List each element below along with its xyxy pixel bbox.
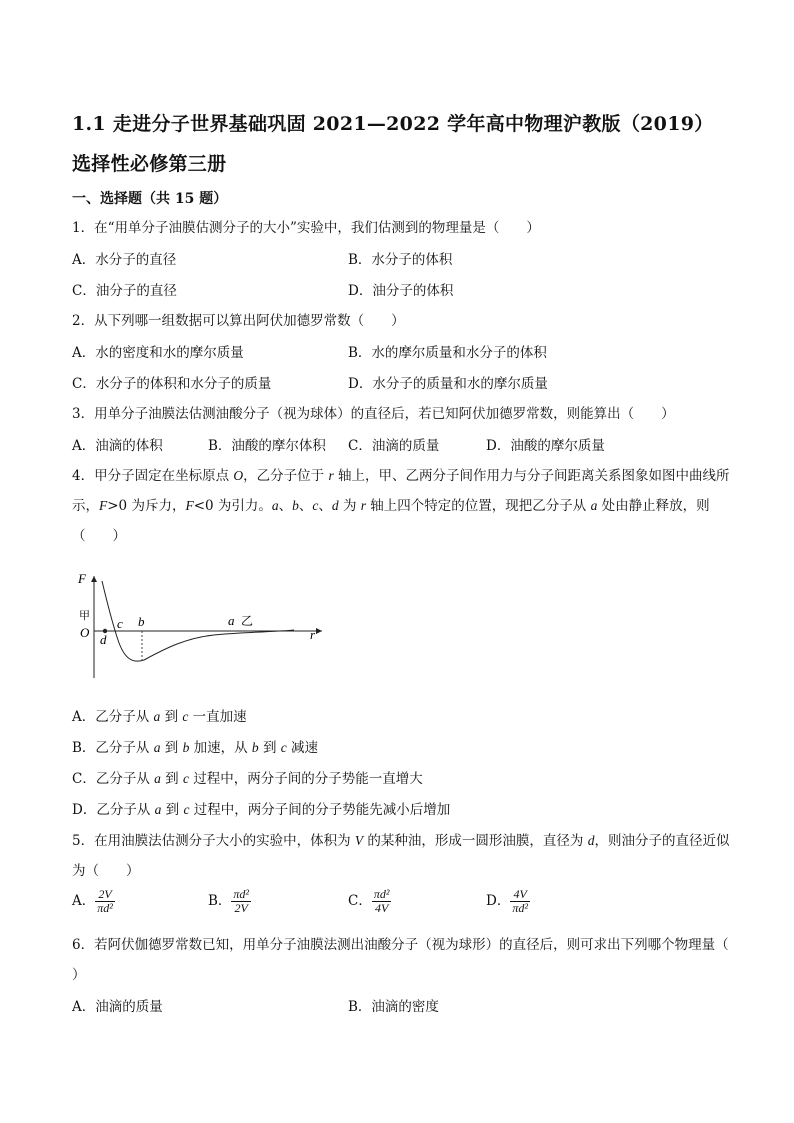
fraction: $\frac{4V}{\text{πd²}}$ <box>512 887 528 915</box>
q5-option-a[interactable]: A． $\frac{2V}{\text{πd²}}$ <box>72 887 113 915</box>
b-label: b <box>138 614 145 629</box>
c-label: c <box>117 616 123 631</box>
question-3-stem: 3．用单分子油膜法估测油酸分子（视为球体）的直径后，若已知阿伏加德罗常数，则能算出（ ） <box>72 406 675 422</box>
question-2-stem: 2．从下列哪一组数据可以算出阿伏加德罗常数（ ） <box>72 313 405 329</box>
question-4-stem: 4．甲分子固定在坐标原点 O，乙分子位于 r 轴上，甲、乙两分子间作用力与分子间距离关系图象如图中曲线所示，F>0 为斥力，F<0 为引力。a、b、c、d 为 r 轴上四个特定的位置，现把乙分子从 a 处由静止释放，则（ ） <box>72 468 730 544</box>
q3-option-a[interactable]: A．油滴的体积 <box>72 438 163 454</box>
force-distance-graph <box>74 570 334 682</box>
q4-option-a[interactable]: A．乙分子从 a 到 c 一直加速 <box>72 709 247 725</box>
question-1-stem: 1．在“用单分子油膜估测分子的大小”实验中，我们估测到的物理量是（ ） <box>72 220 540 236</box>
q3-option-c[interactable]: C．油滴的质量 <box>348 438 440 454</box>
q1-option-d[interactable]: D．油分子的体积 <box>348 283 454 299</box>
q6-option-a[interactable]: A．油滴的质量 <box>72 999 163 1015</box>
q4-option-b[interactable]: B．乙分子从 a 到 b 加速，从 b 到 c 减速 <box>72 740 319 756</box>
fraction: $\frac{\text{πd²}}{2V}$ <box>233 887 250 915</box>
fraction: $\frac{2V}{\text{πd²}}$ <box>97 887 113 915</box>
r-axis-label: r <box>310 627 316 642</box>
q5-option-d[interactable]: D． $\frac{4V}{\text{πd²}}$ <box>486 887 528 915</box>
q4-option-c[interactable]: C．乙分子从 a 到 c 过程中，两分子间的分子势能一直增大 <box>72 771 423 787</box>
q2-option-d[interactable]: D．水分子的质量和水的摩尔质量 <box>348 376 548 392</box>
a-label: a <box>228 613 235 628</box>
q3-option-d[interactable]: D．油酸的摩尔质量 <box>486 438 605 454</box>
q1-option-c[interactable]: C．油分子的直径 <box>72 283 177 299</box>
question-5-stem: 5．在用油膜法估测分子大小的实验中，体积为 V 的某种油，形成一圆形油膜，直径为 d，则油分子的直径近似为（ ） <box>72 833 730 879</box>
d-label: d <box>100 632 107 647</box>
q1-option-b[interactable]: B．水分子的体积 <box>348 252 453 268</box>
q2-option-c[interactable]: C．水分子的体积和水分子的质量 <box>72 376 272 392</box>
question-6-stem: 6．若阿伏伽德罗常数已知，用单分子油膜法测出油酸分子（视为球形）的直径后，则可求出下列哪个物理量（ ） <box>72 937 729 983</box>
q2-option-a[interactable]: A．水的密度和水的摩尔质量 <box>72 345 244 361</box>
q3-option-b[interactable]: B．油酸的摩尔体积 <box>208 438 326 454</box>
force-curve <box>102 581 294 661</box>
q5-option-b[interactable]: B． $\frac{\text{πd²}}{2V}$ <box>208 887 250 915</box>
document-title: 1.1 走进分子世界基础巩固 2021—2022 学年高中物理沪教版（2019）选择性必修第三册 <box>72 113 714 175</box>
q2-option-b[interactable]: B．水的摩尔质量和水分子的体积 <box>348 345 547 361</box>
q5-option-c[interactable]: C． $\frac{\text{πd²}}{4V}$ <box>348 887 390 915</box>
f-axis-label: F <box>78 571 86 586</box>
q6-option-b[interactable]: B．油滴的密度 <box>348 999 439 1015</box>
jia-label: 甲 <box>79 609 90 622</box>
yi-label: 乙 <box>241 614 254 628</box>
fraction: $\frac{\text{πd²}}{4V}$ <box>373 887 390 915</box>
section-heading: 一、选择题（共 15 题） <box>72 191 228 207</box>
q4-option-d[interactable]: D．乙分子从 a 到 c 过程中，两分子间的分子势能先减小后增加 <box>72 802 451 818</box>
q1-option-a[interactable]: A．水分子的直径 <box>72 252 177 268</box>
origin-label: O <box>80 625 90 640</box>
